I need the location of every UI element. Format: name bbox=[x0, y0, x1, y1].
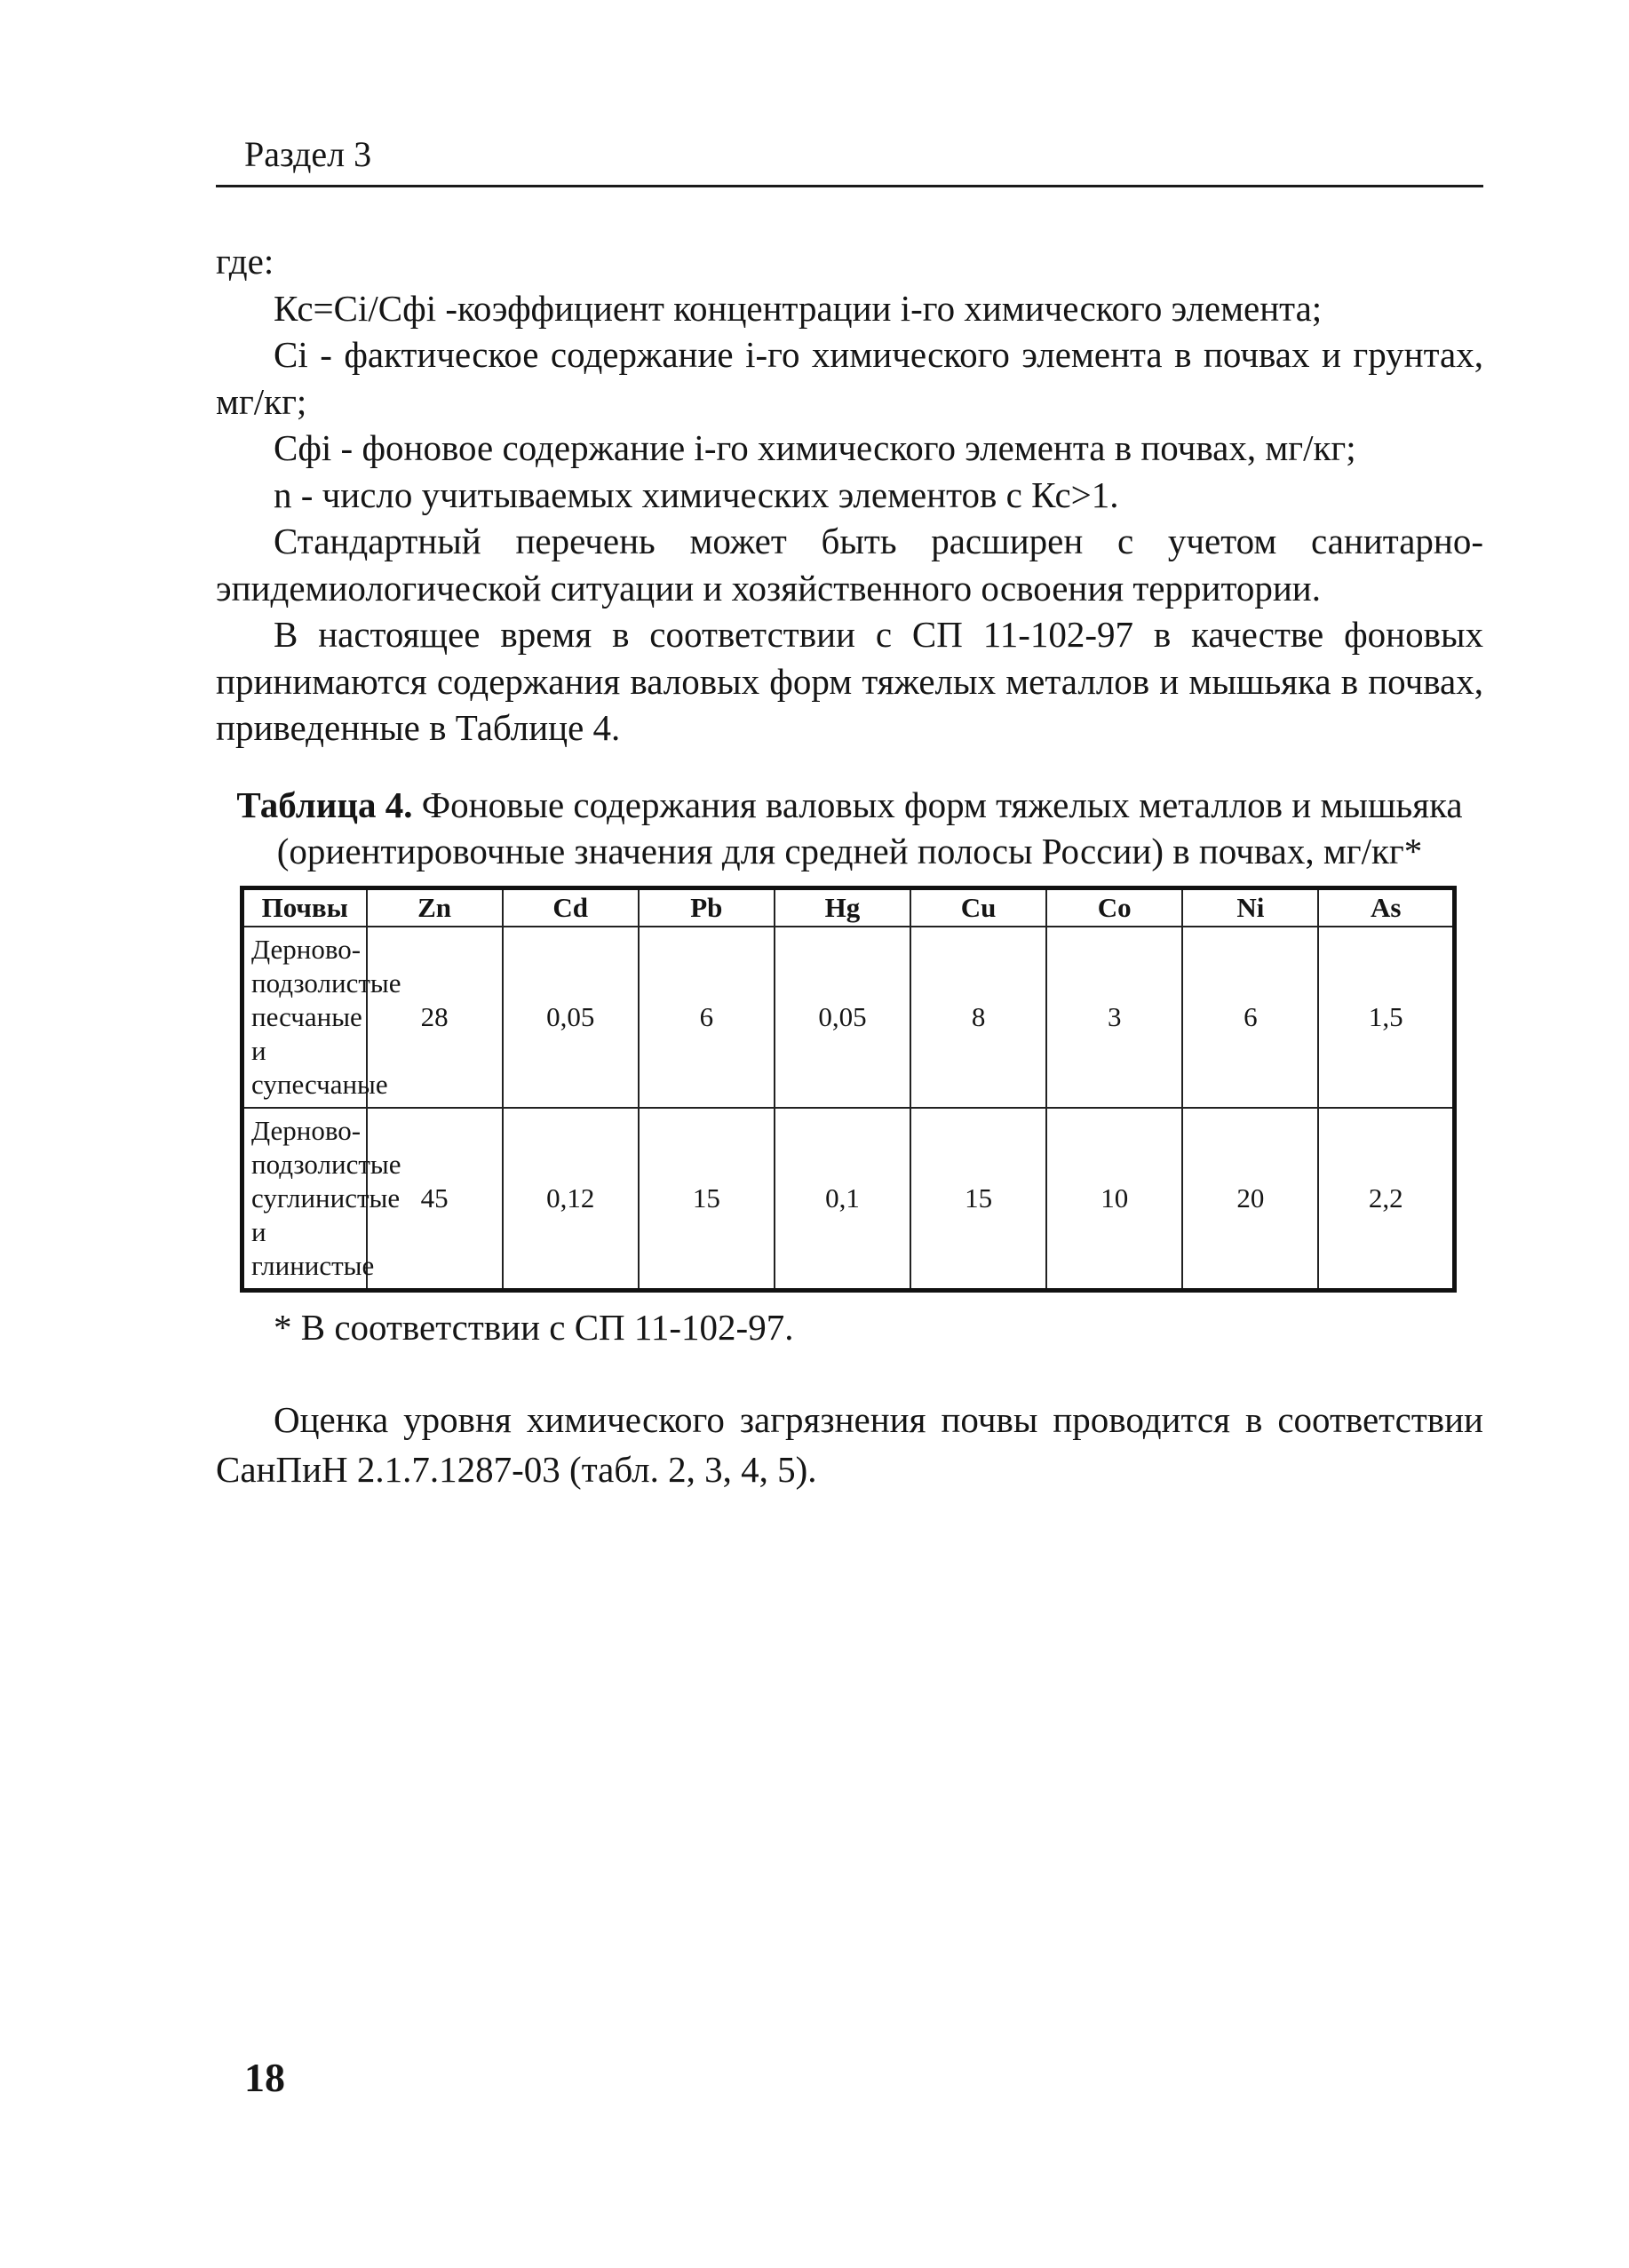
soil-name-line: подзолистые bbox=[251, 967, 401, 999]
table-label: Таблица 4. bbox=[236, 784, 413, 825]
value-cell-cd: 0,05 bbox=[503, 927, 639, 1108]
soil-name-line: Дерново- bbox=[251, 934, 362, 965]
header-ni: Ni bbox=[1182, 888, 1318, 927]
soil-name-cell bbox=[242, 1108, 401, 1291]
page-number: 18 bbox=[244, 2055, 285, 2100]
soil-name-line: и глинистые bbox=[251, 1216, 375, 1281]
table-caption-line-2: (ориентировочные значения для средней полосы России) в почвах, мг/кг* bbox=[276, 831, 1423, 871]
value-cell-hg: 0,05 bbox=[775, 927, 910, 1108]
table-row bbox=[242, 927, 1455, 1108]
value-cell-co: 3 bbox=[1046, 927, 1182, 1108]
value-cell-cu: 8 bbox=[910, 927, 1046, 1108]
definition-cfi: Сфi - фоновое содержание i-го химического элемента в почвах, мг/кг; bbox=[274, 427, 1356, 468]
value-cell-cd: 0,12 bbox=[503, 1108, 639, 1291]
header-soils: Почвы bbox=[242, 888, 367, 927]
value-cell-pb: 6 bbox=[639, 927, 775, 1108]
closing-section bbox=[216, 1395, 1483, 1494]
header-pb: Pb bbox=[639, 888, 775, 927]
value-cell-pb: 15 bbox=[639, 1108, 775, 1291]
value-cell-as: 2,2 bbox=[1318, 1108, 1454, 1291]
closing-paragraph: Оценка уровня химического загрязнения почвы проводится в соответствии СанПиН 2.1.7.1287-03 (табл. 2, 3, 4, 5). bbox=[216, 1399, 1483, 1490]
value-cell-zn: 28 bbox=[367, 927, 503, 1108]
definition-kc: Кс=Сi/Сфi -коэффициент концентрации i-го химического элемента; bbox=[274, 287, 1323, 329]
header-rule bbox=[216, 185, 1483, 187]
soil-name-line: супесчаные bbox=[251, 1069, 388, 1100]
table-title: Фоновые содержания валовых форм тяжелых металлов и мышьяка bbox=[421, 784, 1463, 825]
header-hg: Hg bbox=[775, 888, 910, 927]
soil-name-line: песчаные и bbox=[251, 1001, 362, 1066]
value-cell-cu: 15 bbox=[910, 1108, 1046, 1291]
definition-n: n - число учитываемых химических элементов с Кс>1. bbox=[274, 473, 1119, 515]
table-header-row bbox=[242, 888, 1455, 927]
soil-name-line: суглинистые bbox=[251, 1182, 401, 1214]
body-text bbox=[216, 238, 1483, 752]
value-cell-as: 1,5 bbox=[1318, 927, 1454, 1108]
definition-ci: Сi - фактическое содержание i-го химического элемента в почвах и грунтах, мг/кг; bbox=[216, 334, 1483, 422]
table-caption bbox=[216, 782, 1483, 874]
soil-name-line: подзолистые bbox=[251, 1149, 401, 1180]
table-footnote: * В соответствии с СП 11-102-97. bbox=[274, 1307, 794, 1348]
header-cu: Cu bbox=[910, 888, 1046, 927]
header-zn: Zn bbox=[367, 888, 503, 927]
value-cell-zn: 45 bbox=[367, 1108, 503, 1291]
running-head: Раздел 3 bbox=[244, 134, 372, 174]
table-row bbox=[242, 1108, 1455, 1291]
value-cell-hg: 0,1 bbox=[775, 1108, 910, 1291]
value-cell-co: 10 bbox=[1046, 1108, 1182, 1291]
soil-name-line: Дерново- bbox=[251, 1115, 362, 1146]
paragraph-standard-list: Стандартный перечень может быть расширен с учетом санитарно-эпидемиологической ситуации и хозяйственного освоения территории. bbox=[216, 521, 1483, 609]
value-cell-ni: 20 bbox=[1182, 1108, 1318, 1291]
paragraph-background: В настоящее время в соответствии с СП 11-102-97 в качестве фоновых принимаются содержания валовых форм тяжелых металлов и мышьяка в почвах, приведенные в Таблице 4. bbox=[216, 614, 1483, 748]
header-as: As bbox=[1318, 888, 1454, 927]
soil-name-cell bbox=[242, 927, 401, 1108]
value-cell-ni: 6 bbox=[1182, 927, 1318, 1108]
header-cd: Cd bbox=[503, 888, 639, 927]
header-co: Co bbox=[1046, 888, 1182, 927]
where-label: где: bbox=[216, 241, 274, 282]
background-metals-table bbox=[240, 886, 1457, 1293]
table-caption-line-1 bbox=[216, 782, 1483, 828]
